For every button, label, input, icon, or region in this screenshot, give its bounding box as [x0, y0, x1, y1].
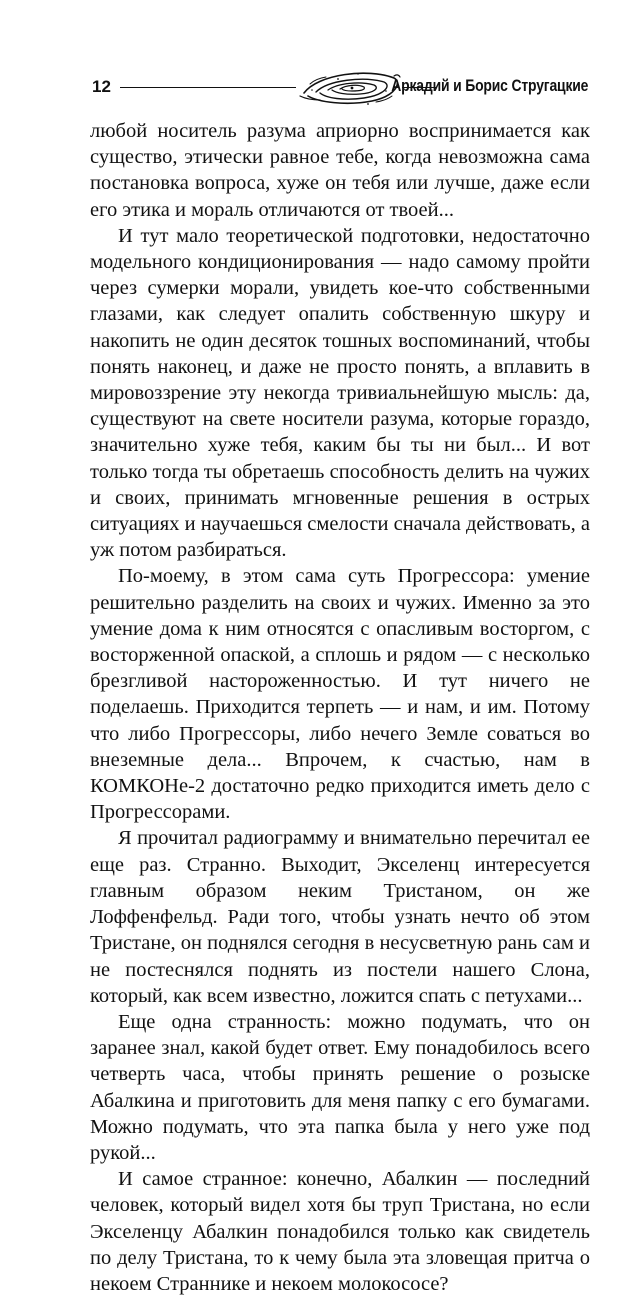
paragraph-4: Я прочитал радиограмму и внимательно перечитал ее еще раз. Странно. Выходит, Экселенц интересуется главным образом неким Тристаном, он же Лоффенфельд. Ради того, чтобы узнать нечто об этом Тристане, он поднялся сегодня в несусветную рань сам и не постеснялся поднять из постели нашего Слона, который, как всем известно, ложится спать с петухами...	[90, 827, 590, 1007]
paragraph-2: И тут мало теоретической подготовки, недостаточно модельного кондиционирования — надо самому пройти через сумерки морали, увидеть кое-что собственными глазами, как следует опалить собственную шкуру и накопить не один десяток тошных воспоминаний, чтобы понять наконец, и даже не просто понять, а вплавить в мировоззрение эту некогда тривиальнейшую мысль: да, существуют на свете носители разума, которые гораздо, значительно хуже тебя, каким бы ты ни был... И вот только тогда ты обретаешь способность делить на чужих и своих, принимать мгновенные решения в острых ситуациях и научаешься смелости сначала действовать, а уж потом разбираться.	[90, 224, 590, 562]
galaxy-spiral-icon	[298, 66, 402, 108]
page-number: 12	[92, 77, 111, 96]
paragraph-6: И самое странное: конечно, Абалкин — последний человек, который видел хотя бы труп Тристана, но если Экселенцу Абалкин понадобился только как свидетель по делу Тристана, то к чему была эта зловещая притча о некоем Страннике и некоем молокососе?	[90, 1168, 590, 1295]
body-text	[90, 118, 590, 1297]
running-header	[92, 66, 588, 112]
header-rule-left	[120, 87, 296, 88]
paragraph-5: Еще одна странность: можно подумать, что он заранее знал, какой будет ответ. Ему понадобилось всего четверть часа, чтобы принять решение о розыске Абалкина и приготовить для меня папку с его бумагами. Можно подумать, что эта папка была у него уже под рукой...	[90, 1010, 590, 1164]
running-title: Аркадий и Борис Стругацкие	[390, 76, 588, 95]
paragraph-1: любой носитель разума априорно воспринимается как существо, этически равное тебе, когда невозможна сама постановка вопроса, хуже он тебя или лучше, даже если его этика и мораль отличаются от твоей...	[90, 120, 590, 221]
paragraph-3: По-моему, в этом сама суть Прогрессора: умение решительно разделить на своих и чужих. Именно за это умение дома к ним относятся с опасливым восторгом, с восторженной опаской, а сплошь и рядом — с несколько брезгливой настороженностью. И тут ничего не поделаешь. Приходится терпеть — и нам, и им. Потому что либо Прогрессоры, либо нечего Земле соваться во внеземные дела... Впрочем, к счастью, нам в КОМКОНе-2 достаточно редко приходится иметь дело с Прогрессорами.	[90, 565, 590, 824]
